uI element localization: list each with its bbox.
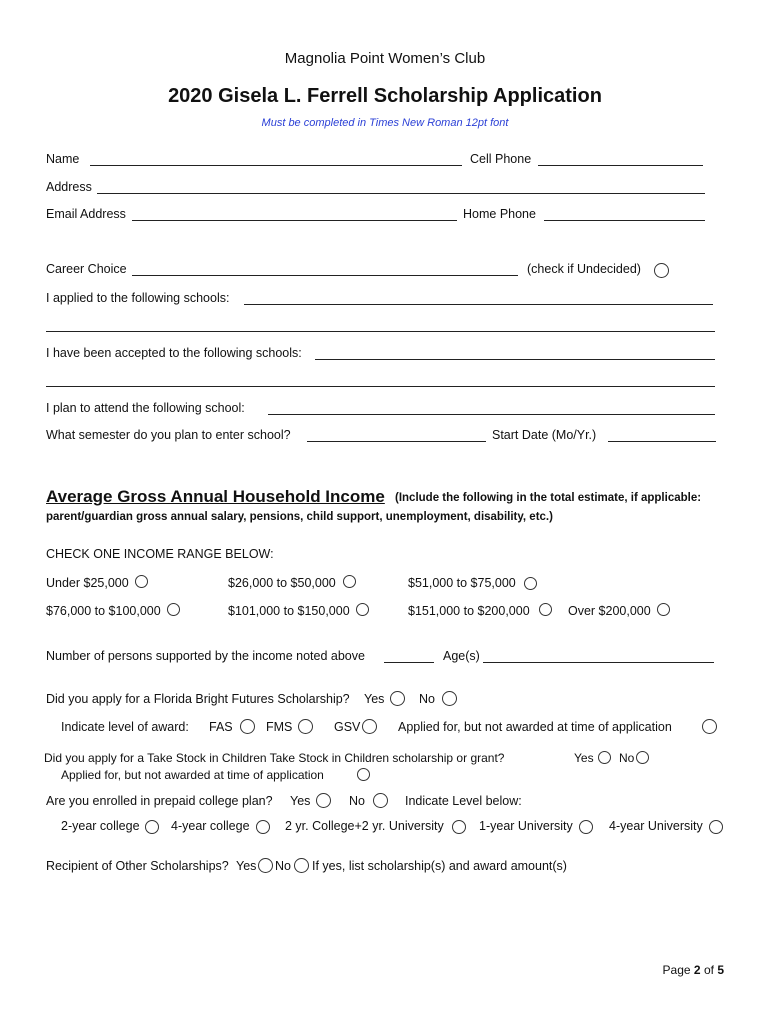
college-plus-university-label: 2 yr. College+2 yr. University (285, 819, 444, 833)
stock-no-radio[interactable] (636, 751, 649, 764)
fas-label: FAS (209, 720, 233, 734)
applied-schools-field[interactable] (244, 304, 713, 305)
plan-attend-label: I plan to attend the following school: (46, 401, 245, 415)
stock-applied-not-awarded-radio[interactable] (357, 768, 370, 781)
two-year-college-radio[interactable] (145, 820, 159, 834)
prepaid-yes-radio[interactable] (316, 793, 331, 808)
bright-yes-radio[interactable] (390, 691, 405, 706)
prepaid-no-radio[interactable] (373, 793, 388, 808)
stock-yes-label: Yes (574, 751, 594, 765)
stock-applied-not-awarded-label: Applied for, but not awarded at time of application (61, 768, 324, 782)
address-field[interactable] (97, 193, 705, 194)
fms-label: FMS (266, 720, 293, 734)
other-no-radio[interactable] (294, 858, 309, 873)
one-year-university-label: 1-year University (479, 819, 573, 833)
career-label: Career Choice (46, 262, 127, 276)
cell-phone-field[interactable] (538, 165, 703, 166)
four-year-university-radio[interactable] (709, 820, 723, 834)
bright-futures-question: Did you apply for a Florida Bright Futures Scholarship? (46, 692, 350, 706)
income-under-25k-label: Under $25,000 (46, 576, 129, 590)
other-yes-radio[interactable] (258, 858, 273, 873)
undecided-radio[interactable] (654, 263, 669, 278)
prepaid-question: Are you enrolled in prepaid college plan? (46, 794, 273, 808)
bright-applied-not-awarded-radio[interactable] (702, 719, 717, 734)
four-year-college-label: 4-year college (171, 819, 250, 833)
other-no-label: No (275, 859, 291, 873)
income-101k-150k-label: $101,000 to $150,000 (228, 604, 350, 618)
persons-supported-field[interactable] (384, 662, 434, 663)
income-76k-100k-label: $76,000 to $100,000 (46, 604, 161, 618)
email-field[interactable] (132, 220, 457, 221)
other-scholarships-question: Recipient of Other Scholarships? (46, 859, 229, 873)
font-note: Must be completed in Times New Roman 12pt font (261, 117, 509, 129)
income-51k-75k-label: $51,000 to $75,000 (408, 576, 516, 590)
bright-yes-label: Yes (364, 692, 385, 706)
persons-supported-label: Number of persons supported by the income noted above (46, 649, 365, 663)
income-include-note-2: parent/guardian gross annual salary, pensions, child support, unemployment, disability, etc.) (46, 511, 553, 523)
page-word: Page (662, 963, 691, 977)
total-pages: 5 (717, 963, 724, 977)
income-include-note: (Include the following in the total estimate, if applicable: (395, 492, 702, 504)
four-year-college-radio[interactable] (256, 820, 270, 834)
gsv-label: GSV (334, 720, 361, 734)
income-over-200k-radio[interactable] (657, 603, 670, 616)
address-label: Address (46, 180, 92, 194)
accepted-schools-field-2[interactable] (46, 386, 715, 387)
bright-no-label: No (419, 692, 435, 706)
applied-schools-field-2[interactable] (46, 331, 715, 332)
gsv-radio[interactable] (362, 719, 377, 734)
stock-yes-radio[interactable] (598, 751, 611, 764)
bright-no-radio[interactable] (442, 691, 457, 706)
ages-label: Age(s) (443, 649, 480, 663)
career-field[interactable] (132, 275, 518, 276)
club-name: Magnolia Point Women’s Club (284, 50, 486, 67)
semester-field[interactable] (307, 441, 486, 442)
start-date-field[interactable] (608, 441, 716, 442)
award-level-label: Indicate level of award: (61, 720, 189, 734)
income-heading: Average Gross Annual Household Income (46, 487, 385, 506)
plan-attend-field[interactable] (268, 414, 715, 415)
income-51k-75k-radio[interactable] (524, 577, 537, 590)
fms-radio[interactable] (298, 719, 313, 734)
one-year-university-radio[interactable] (579, 820, 593, 834)
page-number (600, 963, 724, 978)
other-yes-label: Yes (236, 859, 257, 873)
home-phone-label: Home Phone (463, 207, 536, 221)
income-26k-50k-radio[interactable] (343, 575, 356, 588)
income-over-200k-label: Over $200,000 (568, 604, 651, 618)
income-151k-200k-radio[interactable] (539, 603, 552, 616)
applied-schools-label: I applied to the following schools: (46, 291, 230, 305)
semester-label: What semester do you plan to enter school? (46, 428, 291, 442)
take-stock-question: Did you apply for a Take Stock in Children Take Stock in Children scholarship or grant? (44, 751, 505, 765)
prepaid-level-label: Indicate Level below: (405, 794, 522, 808)
income-under-25k-radio[interactable] (135, 575, 148, 588)
stock-no-label: No (619, 751, 635, 765)
accepted-schools-label: I have been accepted to the following schools: (46, 346, 302, 360)
ages-field[interactable] (483, 662, 714, 663)
four-year-university-label: 4-year University (609, 819, 703, 833)
fas-radio[interactable] (240, 719, 255, 734)
name-field[interactable] (90, 165, 462, 166)
of-word: of (703, 963, 714, 977)
prepaid-no-label: No (349, 794, 365, 808)
bright-applied-not-awarded-label: Applied for, but not awarded at time of application (398, 720, 672, 734)
email-label: Email Address (46, 207, 126, 221)
cell-phone-label: Cell Phone (470, 152, 532, 166)
check-one-label: CHECK ONE INCOME RANGE BELOW: (46, 547, 274, 561)
income-101k-150k-radio[interactable] (356, 603, 369, 616)
two-year-college-label: 2-year college (61, 819, 140, 833)
home-phone-field[interactable] (544, 220, 705, 221)
name-label: Name (46, 152, 80, 166)
page-title: 2020 Gisela L. Ferrell Scholarship Application (168, 85, 602, 107)
other-list-instruction: If yes, list scholarship(s) and award amount(s) (312, 859, 567, 873)
start-date-label: Start Date (Mo/Yr.) (492, 428, 597, 442)
accepted-schools-field[interactable] (315, 359, 715, 360)
income-26k-50k-label: $26,000 to $50,000 (228, 576, 336, 590)
income-76k-100k-radio[interactable] (167, 603, 180, 616)
college-plus-university-radio[interactable] (452, 820, 466, 834)
income-151k-200k-label: $151,000 to $200,000 (408, 604, 530, 618)
prepaid-yes-label: Yes (290, 794, 311, 808)
undecided-label: (check if Undecided) (527, 262, 641, 276)
current-page: 2 (693, 963, 701, 977)
